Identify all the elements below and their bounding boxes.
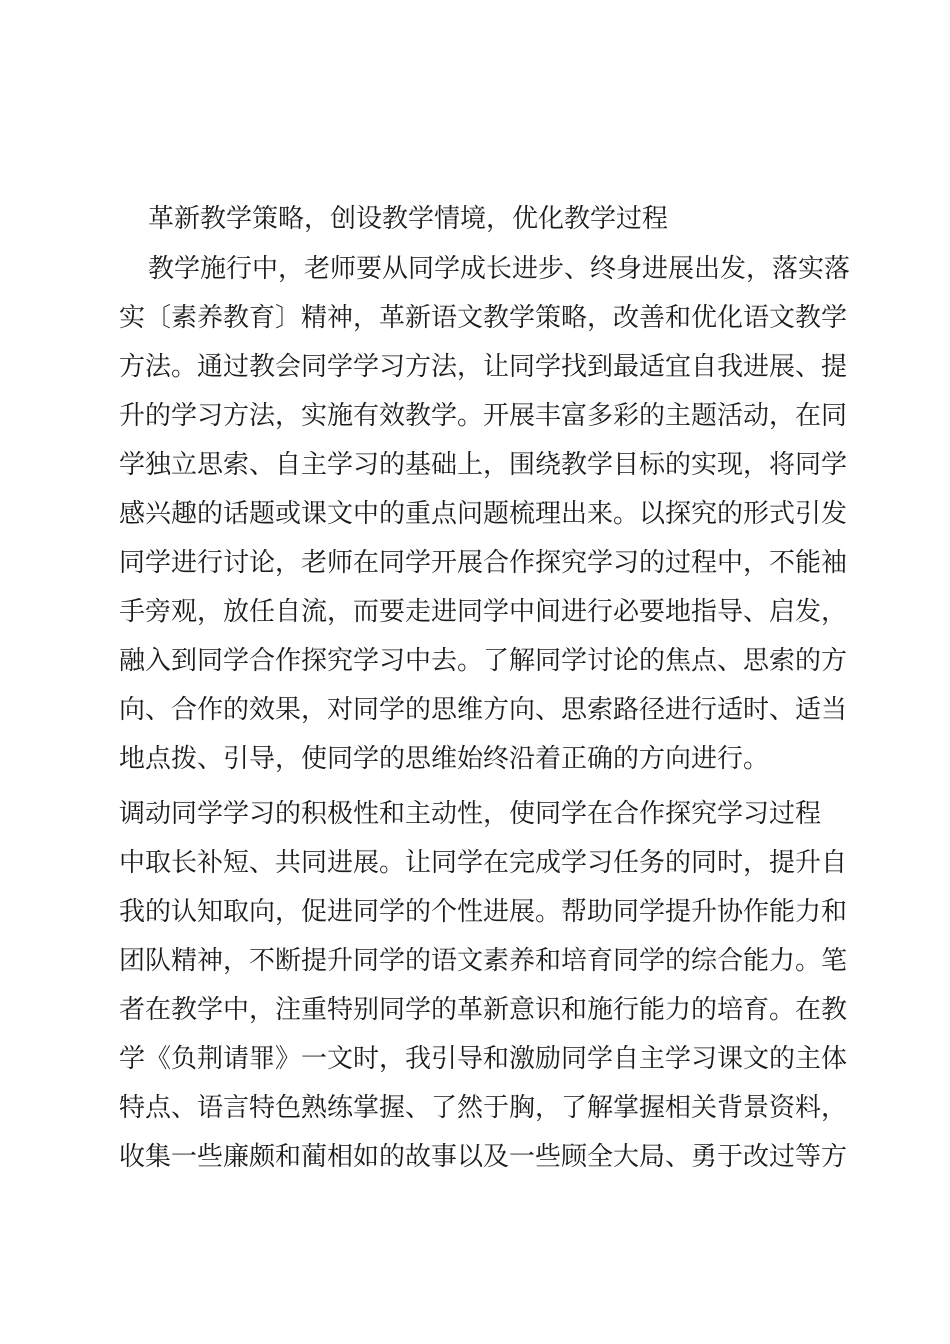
section-heading: 革新教学策略，创设教学情境，优化教学过程 xyxy=(148,204,669,234)
text-line: 地点拨、引导，使同学的思维始终沿着正确的方向进行。 xyxy=(119,744,770,774)
text-line: 者在教学中，注重特别同学的革新意识和施行能力的培育。在教 xyxy=(119,995,848,1025)
text-line: 手旁观，放任自流，而要走进同学中间进行必要地指导、启发， xyxy=(119,597,848,627)
text-line: 学独立思索、自主学习的基础上，围绕教学目标的实现，将同学 xyxy=(119,450,848,480)
text-line: 教学施行中，老师要从同学成长进步、终身进展出发，落实落 xyxy=(148,254,851,284)
text-line: 特点、语言特色熟练掌握、了然于胸，了解掌握相关背景资料， xyxy=(119,1093,848,1123)
text-line: 学《负荆请罪》一文时，我引导和激励同学自主学习课文的主体 xyxy=(119,1044,848,1074)
text-line: 中取长补短、共同进展。让同学在完成学习任务的同时，提升自 xyxy=(119,848,848,878)
text-line: 调动同学学习的积极性和主动性，使同学在合作探究学习过程 xyxy=(119,799,822,829)
text-line: 收集一些廉颇和蔺相如的故事以及一些顾全大局、勇于改过等方 xyxy=(119,1142,848,1172)
text-line: 感兴趣的话题或课文中的重点问题梳理出来。以探究的形式引发 xyxy=(119,499,848,529)
text-line: 向、合作的效果，对同学的思维方向、思索路径进行适时、适当 xyxy=(119,695,848,725)
text-line: 我的认知取向，促进同学的个性进展。帮助同学提升协作能力和 xyxy=(119,897,848,927)
text-line: 升的学习方法，实施有效教学。开展丰富多彩的主题活动，在同 xyxy=(119,401,848,431)
text-line: 团队精神，不断提升同学的语文素养和培育同学的综合能力。笔 xyxy=(119,946,848,976)
text-line: 实〔素养教育〕精神，革新语文教学策略，改善和优化语文教学 xyxy=(119,303,848,333)
text-line: 同学进行讨论，老师在同学开展合作探究学习的过程中，不能袖 xyxy=(119,548,848,578)
text-line: 融入到同学合作探究学习中去。了解同学讨论的焦点、思索的方 xyxy=(119,646,848,676)
text-line: 方法。通过教会同学学习方法，让同学找到最适宜自我进展、提 xyxy=(119,352,848,382)
